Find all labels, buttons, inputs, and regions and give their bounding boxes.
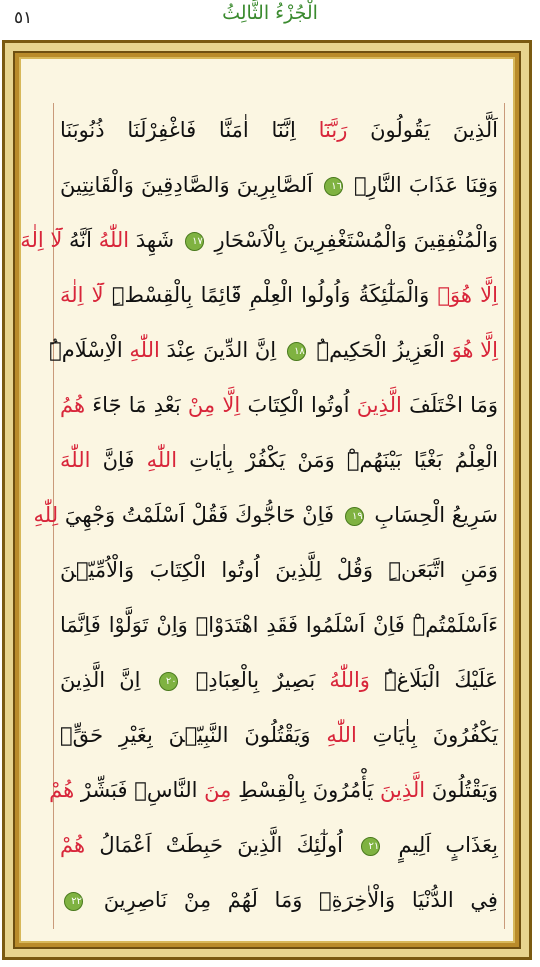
verse-word: فَقَدِ [266, 613, 298, 637]
verse-word: الَّذِينَ [237, 833, 283, 857]
verse-word: حَقٍّۙ [60, 723, 104, 747]
ayah-number-marker: ٢٢ [64, 892, 83, 911]
verse-word: مِنْ [183, 888, 212, 912]
verse-word: اَسْلَمُوا [305, 613, 366, 637]
verse-word: لِلَّذِينَ [275, 558, 322, 582]
page-number: ٥١ [14, 8, 33, 28]
verse-word: وَالْمُسْتَغْفِرِينَ [293, 228, 407, 252]
verse-word: حَبِطَتْ [165, 833, 223, 857]
verse-word: وَاِنْ [156, 613, 188, 637]
verse-word: سَرِيعُ [451, 503, 498, 527]
verse-word: الْعَزِيزُ [393, 338, 445, 362]
verse-word: بَغْيًا [413, 448, 443, 472]
ayah-number-marker: ١٨ [287, 342, 306, 361]
verse-word: الْحِسَابِ [374, 503, 446, 527]
verse-word: لَهُمْ [227, 888, 258, 912]
verse-word: اَلِيمٍ [398, 833, 432, 857]
verse-word: وَالصَّادِقِينَ [140, 173, 230, 197]
verse-line [54, 378, 504, 433]
verse-word: اَنَّهُ [69, 228, 92, 252]
verse-word: بِغَيْرِ [118, 723, 153, 747]
verse-word: فَاغْفِرْلَنَا [127, 118, 197, 142]
verse-word: فِي [470, 888, 498, 912]
ayah-number-marker: ١٩ [345, 507, 364, 526]
highlighted-word: هُمُ [60, 393, 86, 417]
verse-line [54, 268, 504, 323]
verse-word: وَاُولُوا [301, 283, 351, 307]
verse-word: الْعِلْمُ [454, 448, 498, 472]
juz-title: الْجُزْءُ الثَّالِثُ [222, 2, 318, 24]
verse-word: اهْتَدَوْاۚ [195, 613, 259, 637]
verse-word: وَمَنْ [297, 448, 335, 472]
highlighted-word: الَّذِينَ [380, 778, 426, 802]
highlighted-word: رَبَّنَٓا [318, 118, 348, 142]
verse-line [49, 323, 504, 378]
verse-word: وَمَا [274, 888, 303, 912]
verse-line [54, 708, 504, 763]
verse-word: بِاٰيَاتِ [372, 723, 417, 747]
verse-word: بِاٰيَاتِ [189, 448, 234, 472]
verse-word: اٰمَنَّا [218, 118, 249, 142]
ayah-number-marker: ١٧ [185, 232, 204, 251]
verse-word: الْكِتَابَ [247, 393, 304, 417]
verse-word: الدِّينَ [203, 338, 249, 362]
verse-word: بِالْاَسْحَارِ [214, 228, 287, 252]
verse-word: اخْتَلَفَ [409, 393, 463, 417]
verse-word: النَّارِۚ [354, 173, 402, 197]
verse-word: اُوتُوا [311, 393, 350, 417]
verse-word: عَلَيْكَ [454, 668, 498, 692]
verse-word: النَّاسِۙ [134, 778, 198, 802]
verse-line [20, 213, 504, 268]
verse-word: بِعَذَابٍ [445, 833, 498, 857]
verse-word: فَاِنْ [302, 503, 335, 527]
highlighted-word: اِلَّا هُوَۙ [437, 283, 498, 307]
verse-word: تَوَلَّوْا [108, 613, 149, 637]
verse-word: وَمَا [470, 393, 498, 417]
verse-word: اُولٰٓئِكَ [296, 833, 343, 857]
verse-word: وَقِنَا [465, 173, 498, 197]
verse-word: وَالْاٰخِرَةِۘ [319, 888, 396, 912]
highlighted-word: اِلَّا مِنْ [187, 393, 241, 417]
verse-word: يَقُولُونَ [370, 118, 431, 142]
verse-word: اَلَّذِينَ [452, 118, 498, 142]
verse-line [54, 158, 504, 213]
verse-line [54, 543, 504, 598]
verse-line [54, 653, 504, 708]
verse-word: بَصِيرٌ [273, 668, 316, 692]
verse-word: الْبَلَاغُۜ [384, 668, 441, 692]
verse-word: الْعِلْمِ [249, 283, 293, 307]
verse-word: بِالْقِسْطِۜ [111, 283, 193, 307]
verse-word: وَقُلْ [336, 558, 373, 582]
verse-word: فَاِنَّمَا [60, 613, 101, 637]
verse-word: وَالْاُمِّيّٖنَ [60, 558, 135, 582]
highlighted-word: هُمْ [60, 833, 86, 857]
verse-word: وَيَقْتُلُونَ [431, 778, 498, 802]
verse-word: ءَاَسْلَمْتُمْۜ [412, 613, 498, 637]
verse-word: وَجْهِيَ [64, 503, 116, 527]
verse-word: اَسْلَمْتُ [121, 503, 185, 527]
verse-word: مَا [128, 393, 147, 417]
verse-word: اُوتُوا [221, 558, 260, 582]
verse-word: فَاِنْ [372, 613, 405, 637]
frame-paper [19, 57, 515, 943]
page-frame [2, 40, 532, 960]
highlighted-word: لَٓا اِلٰهَ [60, 283, 104, 307]
verse-word: اتَّبَعَنِۜ [388, 558, 446, 582]
highlighted-word: اللّٰهِ [326, 723, 357, 747]
highlighted-word: الَّذِينَ [356, 393, 402, 417]
verse-line [33, 488, 504, 543]
verse-word: الْكِتَابَ [149, 558, 206, 582]
verse-word: اَلصَّابِرِينَ [236, 173, 313, 197]
verse-line [49, 763, 504, 818]
ayah-number-marker: ٢١ [361, 837, 380, 856]
verse-word: وَيَقْتُلُونَ [244, 723, 311, 747]
verse-word: النَّبِيّٖنَ [168, 723, 229, 747]
verse-word: فَبَشِّرْ [80, 778, 128, 802]
verse-word: وَالْقَانِتِينَ [60, 173, 134, 197]
verse-line [54, 873, 504, 928]
verse-word: بِالْقِسْطِ [238, 778, 307, 802]
verse-line [54, 598, 504, 653]
verse-word: عِنْدَ [166, 338, 197, 362]
verse-word: قَٓائِمًا [200, 283, 242, 307]
page-header [0, 0, 540, 36]
verse-word: اِنَّ [254, 338, 277, 362]
verse-word: الْحَكِيمُۜ [316, 338, 387, 362]
verse-word: وَالْمَلٰٓئِكَةُ [358, 283, 430, 307]
verse-word: وَالْمُنْفِقِينَ [413, 228, 498, 252]
verse-word: عَذَابَ [408, 173, 458, 197]
verse-word: ذُنُوبَنَا [60, 118, 105, 142]
highlighted-word: لِلّٰهِ [33, 503, 59, 527]
verse-word: يَكْفُرُونَ [432, 723, 498, 747]
ayah-number-marker: ٢٠ [159, 672, 178, 691]
verse-word: بَعْدِ [153, 393, 181, 417]
verse-word: الَّذِينَ [60, 668, 106, 692]
verse-word: اَعْمَالُ [99, 833, 152, 857]
verse-word: اِنَّ [119, 668, 141, 692]
verse-word: حَٓاجُّوكَ [234, 503, 296, 527]
verse-word: بِالْعِبَادِۚ [195, 668, 260, 692]
verse-word: وَمَنِ [460, 558, 498, 582]
highlighted-word: وَاللّٰهُ [329, 668, 370, 692]
verse-word: شَهِدَ [135, 228, 175, 252]
verse-word: بَيْنَهُمْۜ [346, 448, 402, 472]
highlighted-word: اِلَّا هُوَ [451, 338, 498, 362]
verse-word: يَكْفُرْ [245, 448, 286, 472]
verse-word: يَأْمُرُونَ [312, 778, 374, 802]
verse-word: اِنَّنَٓا [271, 118, 296, 142]
highlighted-word: اللّٰهِ [129, 338, 160, 362]
verse-line [54, 103, 504, 158]
highlighted-word: اللّٰهِ [146, 448, 178, 472]
verse-word: نَاصِرِينَ [103, 888, 168, 912]
highlighted-word: اللّٰهُ [98, 228, 130, 252]
verse-word: فَقُلْ [191, 503, 229, 527]
verse-line [54, 818, 504, 873]
highlighted-word: لَٓا اِلٰهَ [20, 228, 63, 252]
highlighted-word: هُمْ [49, 778, 75, 802]
highlighted-word: مِنَ [204, 778, 232, 802]
verse-text-area [20, 103, 505, 929]
ayah-number-marker: ١٦ [324, 177, 343, 196]
verse-word: فَاِنَّ [102, 448, 135, 472]
highlighted-word: اللّٰهَ [60, 448, 91, 472]
verse-line [54, 433, 504, 488]
verse-word: الْاِسْلَامُۜ [49, 338, 123, 362]
verse-word: الدُّنْيَا [411, 888, 454, 912]
frame-border [13, 51, 521, 949]
verse-word: جَٓاءَ [92, 393, 122, 417]
